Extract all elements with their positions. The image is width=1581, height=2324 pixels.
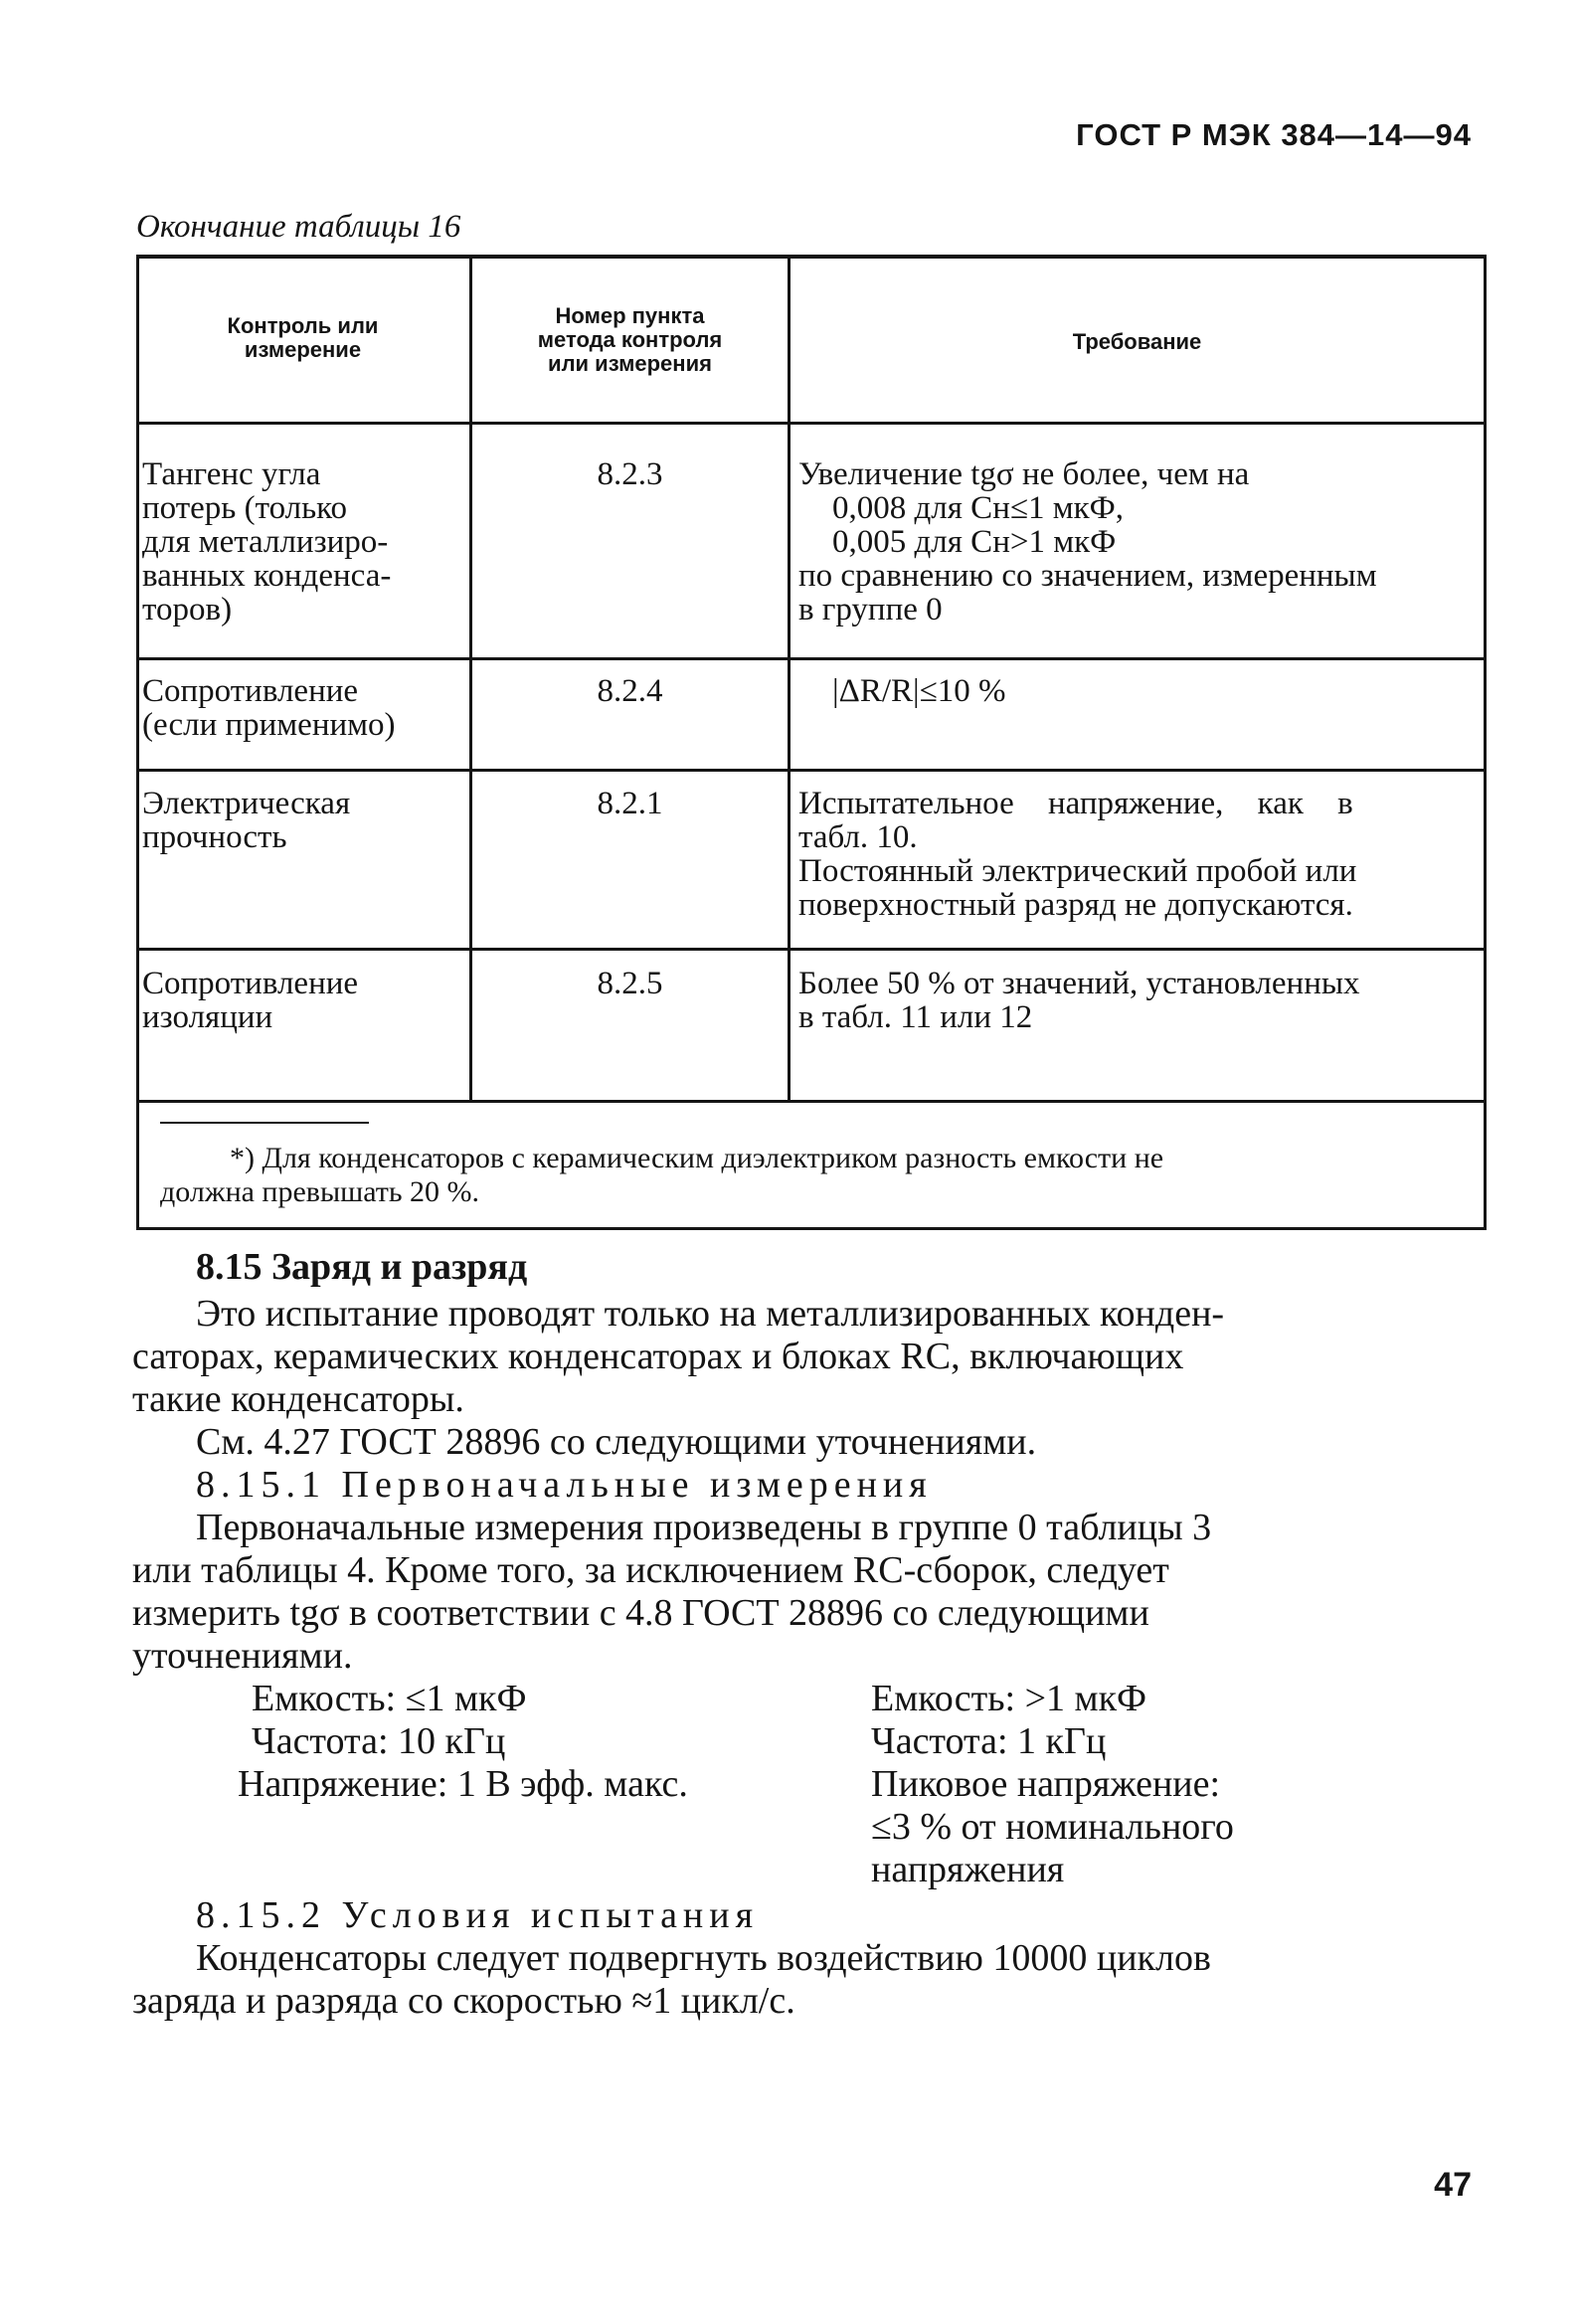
cell-line: изоляции	[142, 999, 273, 1035]
paragraph-1-cont	[132, 1336, 1487, 1421]
section-heading: 8.15 Заряд и разряд	[196, 1246, 528, 1288]
table-right-rule	[1484, 255, 1487, 1229]
header-line: измерение	[244, 337, 362, 362]
row-3-control	[142, 787, 350, 854]
text-line: Первоначальные измерения произведены в группе 0 таблицы 3	[196, 1507, 1212, 1548]
row-4-requirement	[798, 967, 1360, 1034]
footnote-line: *) Для конденсаторов с керамическим диэлектриком разность емкости не	[230, 1142, 1164, 1174]
cell-line: Сопротивление	[142, 966, 359, 1001]
params-left	[238, 1678, 688, 1806]
cell-line: Постоянный электрический пробой или	[798, 853, 1357, 889]
param-line: Емкость: >1 мкФ	[871, 1678, 1147, 1719]
cell-line: прочность	[142, 819, 287, 855]
table-footnote	[160, 1142, 1163, 1209]
table-caption: Окончание таблицы 16	[136, 209, 461, 245]
cell-line: в табл. 11 или 12	[798, 999, 1033, 1035]
column-header-clause	[472, 304, 788, 376]
measurement-params	[132, 1678, 1487, 1894]
row-rule	[136, 948, 1487, 951]
param-line: Частота: 10 кГц	[252, 1720, 506, 1762]
text-line: заряда и разряда со скоростью ≈1 цикл/с.	[132, 1980, 795, 2022]
cell-line: табл. 10.	[798, 819, 918, 855]
subsection-1-title: 8.15.1 Первоначальные измерения	[196, 1464, 933, 1506]
column-header-requirement	[790, 330, 1484, 354]
row-2-control	[142, 674, 396, 742]
row-2-clause: 8.2.4	[597, 673, 663, 709]
cell-line: 0,008 для Cн≤1 мкФ,	[832, 490, 1124, 526]
cell-line: (если применимо)	[142, 707, 396, 743]
cell-line: потерь (только	[142, 490, 348, 526]
row-rule	[136, 657, 1487, 660]
cell-line: |ΔR/R|≤10 %	[832, 673, 1006, 709]
cell-line: по сравнению со значением, измеренным	[798, 558, 1377, 594]
cell-line: Сопротивление	[142, 673, 359, 709]
header-line: или измерения	[548, 351, 712, 376]
cell-line: торов)	[142, 592, 233, 627]
cell-line: 0,005 для Cн>1 мкФ	[832, 524, 1117, 560]
column-header-control	[136, 314, 469, 362]
text-line: такие конденсаторы.	[132, 1378, 464, 1420]
cell-line: Электрическая	[142, 786, 351, 821]
text-line: Конденсаторы следует подвергнуть воздействию 10000 циклов	[196, 1937, 1211, 1979]
text-line: Это испытание проводят только на металлизированных конден-	[196, 1293, 1225, 1335]
text-line: уточнениями.	[132, 1635, 353, 1677]
section-body	[132, 1246, 1487, 2023]
paragraph-2: См. 4.27 ГОСТ 28896 со следующими уточнениями.	[196, 1421, 1037, 1463]
paragraph-3	[132, 1507, 1487, 1549]
paragraph-4	[132, 1937, 1487, 1980]
paragraph-1	[132, 1293, 1487, 1336]
subsection-2-title: 8.15.2 Условия испытания	[196, 1894, 760, 1936]
page-rule	[136, 1227, 1487, 1230]
row-4-clause: 8.2.5	[597, 966, 663, 1001]
page-number: 47	[1434, 2166, 1472, 2204]
cell-line: Более 50 % от значений, установленных	[798, 966, 1360, 1001]
column-rule	[788, 255, 790, 1100]
param-line: ≤3 % от номинального	[871, 1806, 1234, 1848]
cell-line: в группе 0	[798, 592, 943, 627]
param-line: напряжения	[871, 1849, 1065, 1890]
table-bottom-rule	[136, 1100, 1487, 1103]
text-line: измерить tgσ в соответствии с 4.8 ГОСТ 28896 со следующими	[132, 1592, 1149, 1634]
header-line: метода контроля	[537, 327, 723, 352]
text-line: саторах, керамических конденсаторах и блоках RC, включающих	[132, 1336, 1184, 1377]
row-2-requirement	[832, 674, 1005, 708]
requirements-table	[136, 255, 1487, 1231]
header-line: Номер пункта	[555, 303, 705, 328]
cell-line: ванных конденса-	[142, 558, 392, 594]
param-line: Емкость: ≤1 мкФ	[252, 1678, 527, 1719]
row-4-control	[142, 967, 358, 1034]
cell-line: Тангенс угла	[142, 456, 321, 492]
param-line: Пиковое напряжение:	[871, 1763, 1221, 1805]
param-line: Частота: 1 кГц	[871, 1720, 1107, 1762]
row-1-requirement	[798, 457, 1377, 626]
row-1-clause: 8.2.3	[597, 456, 663, 492]
table-left-rule	[136, 255, 139, 1229]
row-3-clause: 8.2.1	[597, 786, 663, 821]
standard-header: ГОСТ Р МЭК 384—14—94	[1076, 117, 1472, 152]
paragraph-3-cont	[132, 1549, 1487, 1678]
table-top-rule	[136, 255, 1487, 259]
row-3-requirement	[798, 787, 1478, 922]
cell-line: Испытательное напряжение, как в	[798, 786, 1353, 821]
header-line: Требование	[1072, 329, 1202, 354]
header-line: Контроль или	[227, 313, 379, 338]
row-1-control	[142, 457, 391, 626]
param-line: Напряжение: 1 В эфф. макс.	[238, 1763, 688, 1805]
footnote-rule	[160, 1122, 369, 1124]
cell-line: Увеличение tgσ не более, чем на	[798, 456, 1250, 492]
cell-line: поверхностный разряд не допускаются.	[798, 887, 1353, 923]
row-rule	[136, 769, 1487, 772]
text-line: или таблицы 4. Кроме того, за исключением RC-сборок, следует	[132, 1549, 1169, 1591]
footnote-line: должна превышать 20 %.	[160, 1175, 480, 1208]
paragraph-4-cont	[132, 1980, 1487, 2023]
cell-line: для металлизиро-	[142, 524, 389, 560]
table-header-rule	[136, 422, 1487, 425]
params-right	[871, 1678, 1234, 1891]
